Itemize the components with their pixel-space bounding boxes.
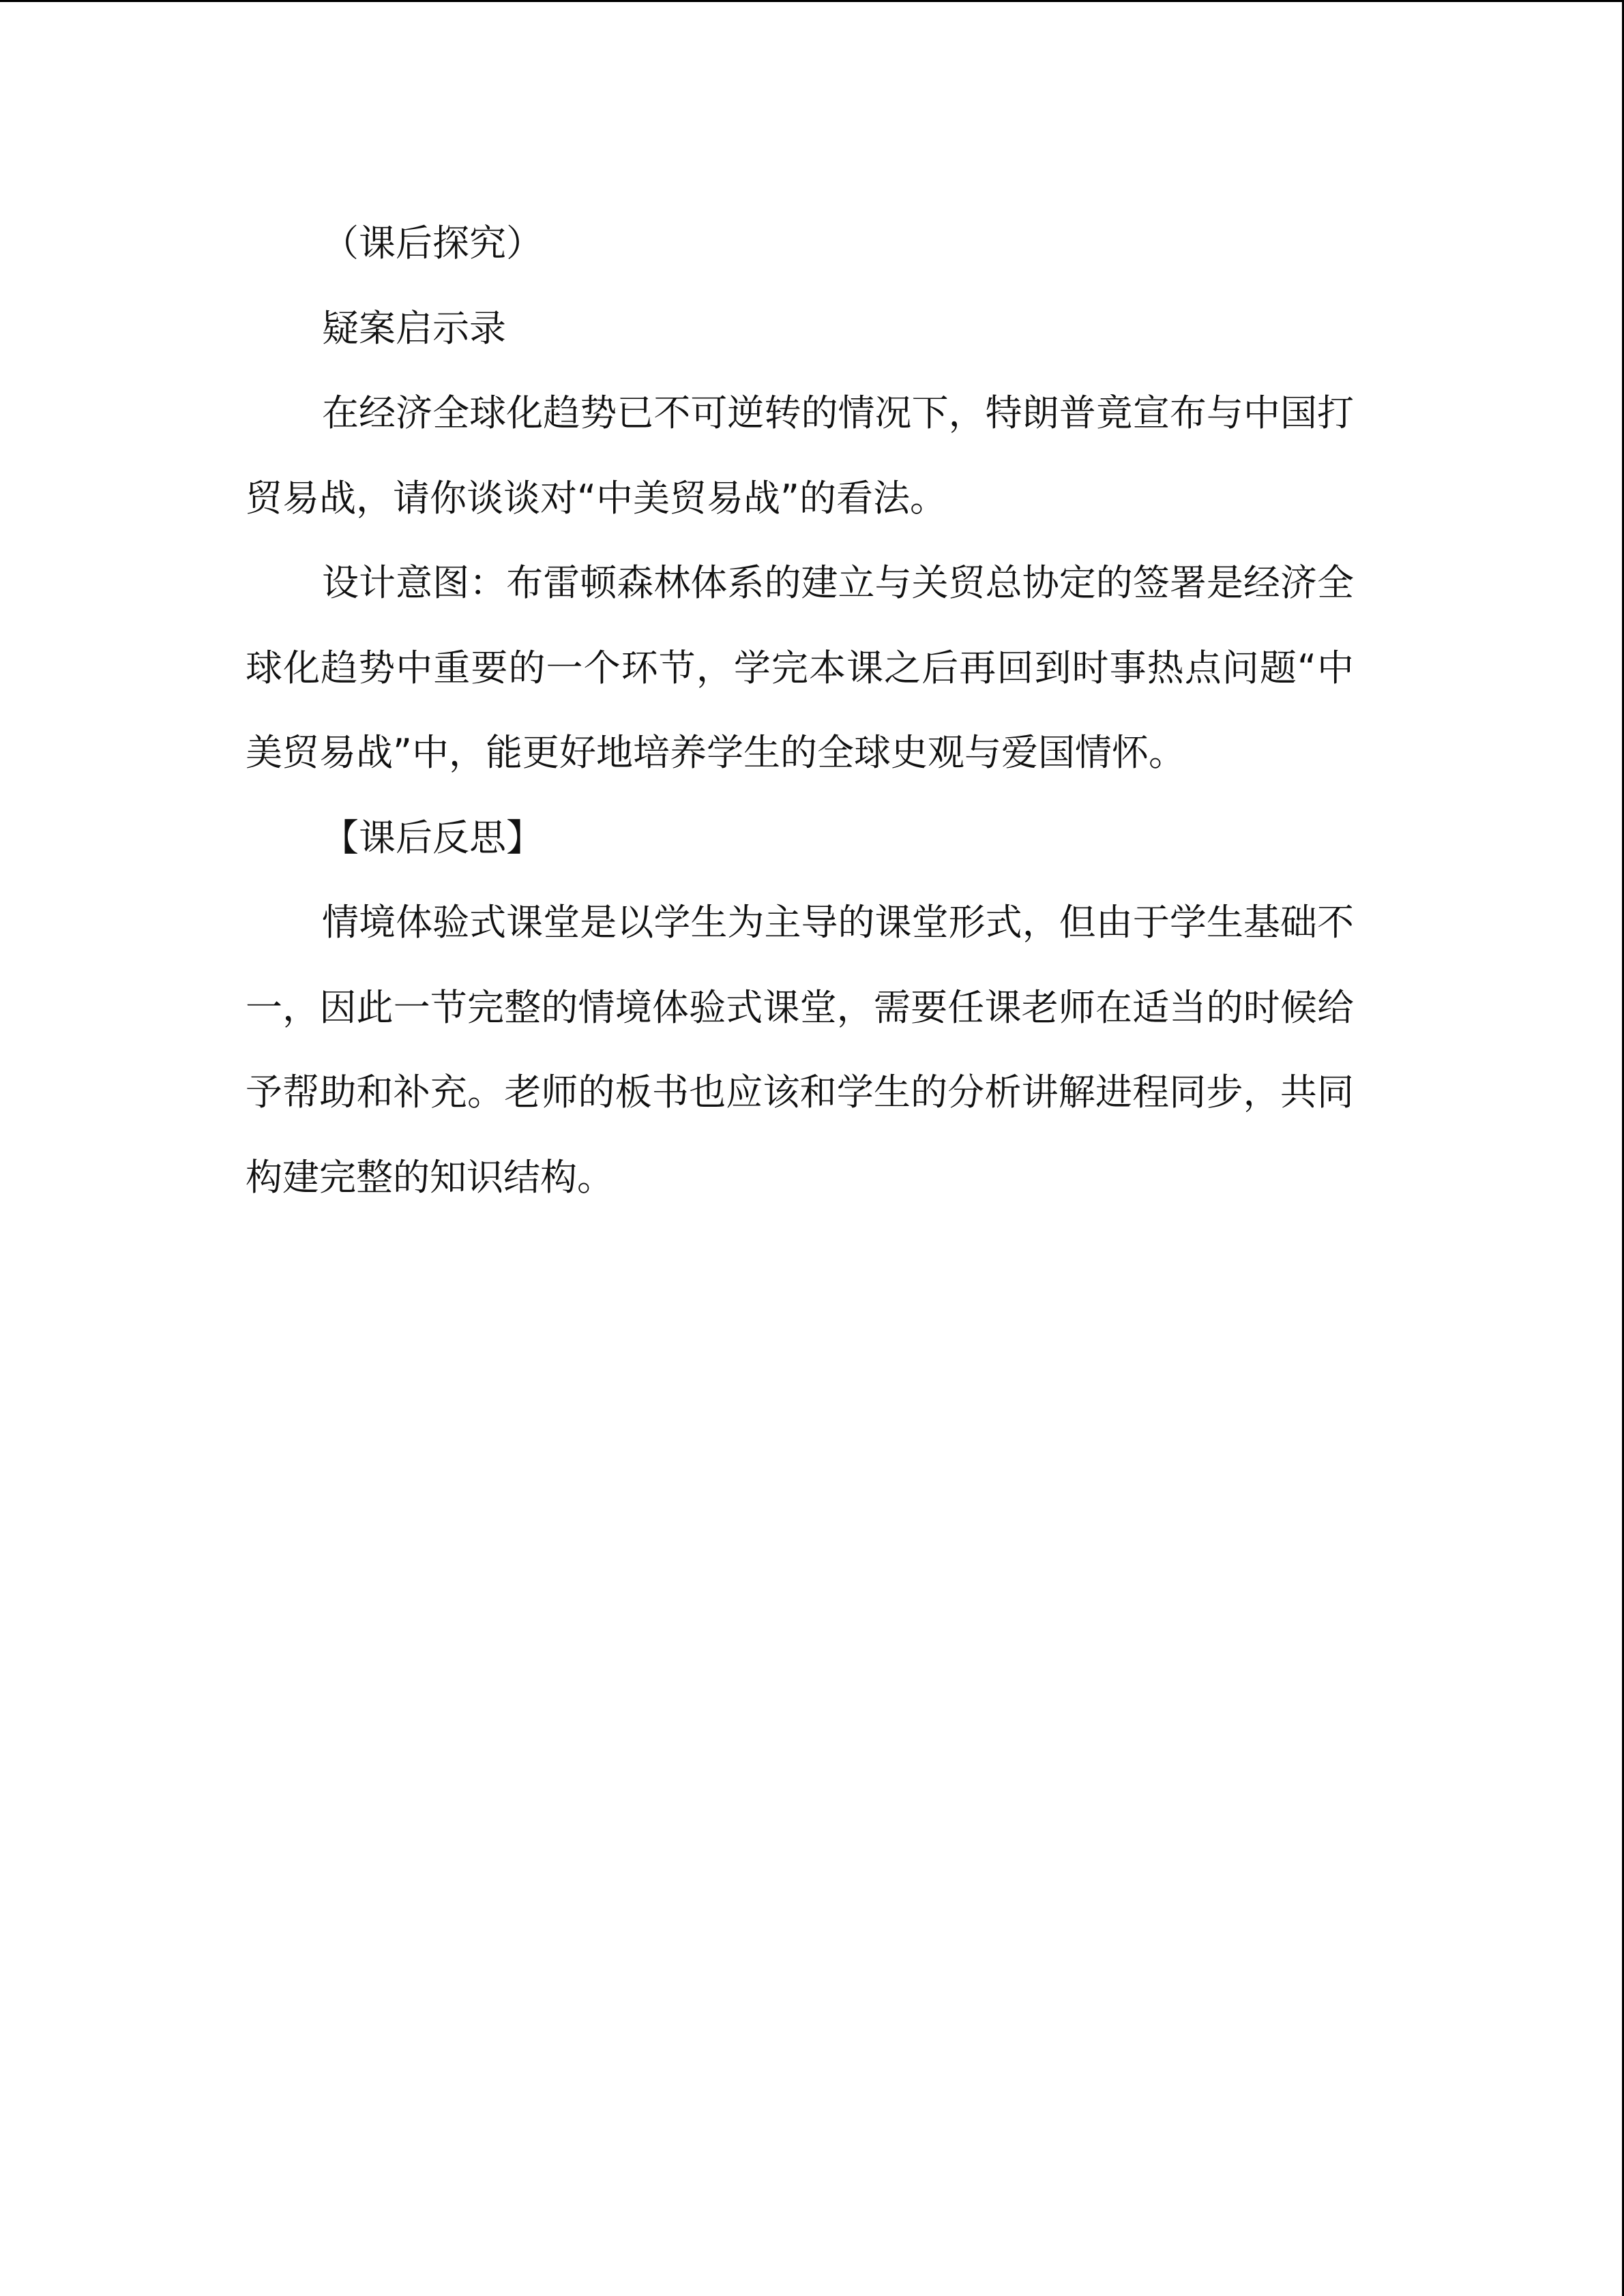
activity-title: 疑案启示录 [322,306,506,350]
reflection-paragraph: 情境体验式课堂是以学生为主导的课堂形式，但由于学生基础不一，因此一节完整的情境体验式课堂，需要任课老师在适当的时候给予帮助和补充。老师的板书也应该和学生的分析讲解进程同步，共同构建完整的知识结构。 [246,901,1354,1199]
section-heading-after-class-inquiry: （课后探究） [322,222,543,265]
section-heading-reflection: 【课后反思】 [322,816,543,859]
inquiry-question-paragraph: 在经济全球化趋势已不可逆转的情况下，特朗普竟宣布与中国打贸易战，请你谈谈对“中美贸易战”的看法。 [246,391,1354,520]
document-body [246,201,1354,1220]
design-intent-paragraph: 设计意图：布雷顿森林体系的建立与关贸总协定的签署是经济全球化趋势中重要的一个环节，学完本课之后再回到时事热点问题“中美贸易战”中，能更好地培养学生的全球史观与爱国情怀。 [246,561,1354,774]
